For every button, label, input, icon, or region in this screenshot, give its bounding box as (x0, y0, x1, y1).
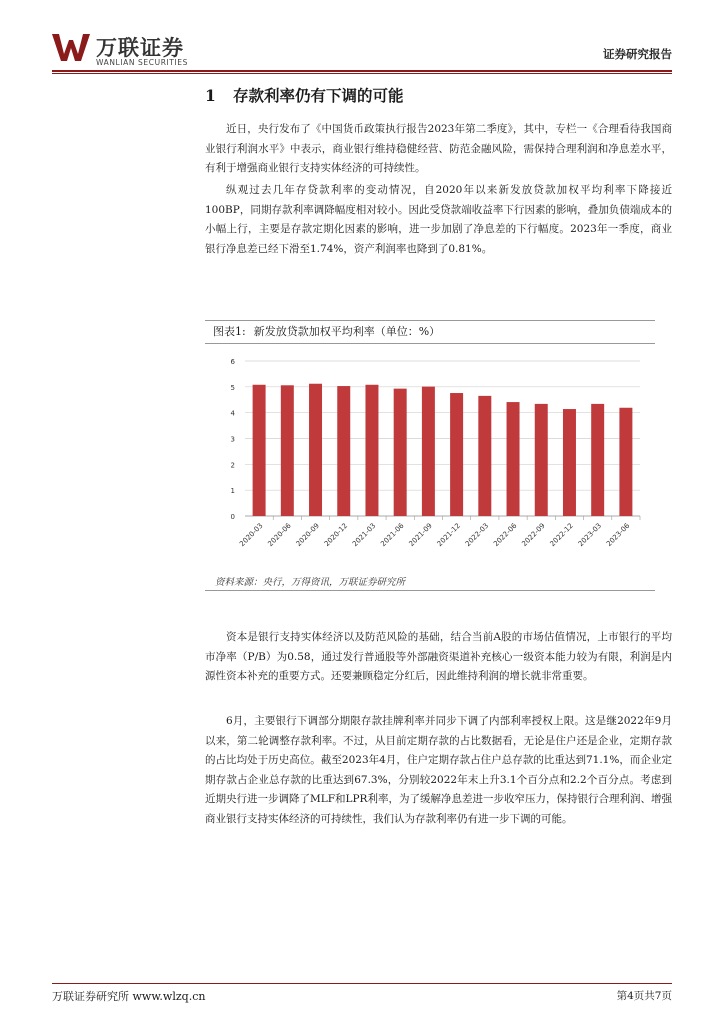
bar-2023-06 (619, 408, 632, 516)
y-tick-label: 2 (230, 461, 235, 470)
y-tick-label: 3 (230, 435, 235, 444)
logo-text-en: WANLIAN SECURITIES (96, 58, 189, 67)
footer-page-number: 第4页共7页 (616, 990, 672, 1002)
bar-2021-09 (422, 387, 435, 516)
bar-2021-12 (450, 393, 463, 516)
x-tick-label: 2020-03 (238, 521, 265, 549)
report-type-label: 证券研究报告 (603, 47, 672, 61)
bar-2022-03 (478, 396, 491, 516)
bar-2023-03 (591, 404, 604, 516)
x-tick-label: 2021-09 (407, 521, 434, 549)
figure-label: 图表1: (213, 325, 246, 338)
x-tick-label: 2021-06 (379, 521, 406, 549)
bar-2020-12 (337, 386, 350, 516)
section-title: 存款利率仍有下调的可能 (233, 86, 404, 105)
x-tick-label: 2023-06 (604, 521, 632, 549)
y-tick-label: 1 (230, 487, 235, 496)
x-tick-label: 2020-06 (266, 521, 293, 549)
bar-2022-12 (563, 409, 576, 516)
logo-text-cn: 万联证券 (96, 36, 184, 60)
page-header (52, 28, 672, 70)
x-tick-label: 2021-03 (351, 521, 378, 549)
y-tick-label: 5 (230, 383, 235, 392)
figure-source: 资料来源：央行，万得资讯，万联证券研究所 (215, 577, 406, 588)
footer-divider (52, 983, 672, 984)
figure-title: 新发放贷款加权平均利率（单位：%） (253, 325, 441, 338)
x-tick-label: 2022-12 (548, 521, 575, 549)
x-tick-label: 2023-03 (576, 521, 604, 549)
x-tick-label: 2022-09 (520, 521, 547, 549)
paragraph-3: 资本是银行支持实体经济以及防范风险的基础，结合当前A股的市场估值情况，上市银行的平均市净率（P/B）为0.58，通过发行普通股等外部融资渠道补充核心一级资本能力较为有限，利润是内源性资本补充的重要方式。还要兼顾稳定分红后，因此维持利润的增长就非常重要。 (205, 631, 672, 682)
x-tick-label: 2022-06 (492, 521, 519, 549)
section-number: 1 (205, 86, 216, 105)
bar-2022-06 (507, 402, 520, 516)
section-heading (205, 84, 404, 106)
header-divider-thin (52, 73, 672, 74)
x-tick-label: 2020-12 (322, 521, 350, 549)
bar-2020-09 (309, 384, 322, 516)
y-tick-label: 4 (230, 409, 235, 418)
paragraph-2: 纵观过去几年存贷款利率的变动情况，自2020年以来新发放贷款加权平均利率下降接近100BP，同期存款利率调降幅度相对较小。因此受贷款端收益率下行因素的影响，叠加负债端成本的小幅上行，主要是存款定期化因素的影响，进一步加剧了净息差的下行幅度。2023年一季度，商业银行净息差已经下滑至1.74%，资产利润率也降到了0.81%。 (205, 184, 672, 255)
bar-2022-09 (535, 404, 548, 516)
paragraph-4: 6月，主要银行下调部分期限存款挂牌利率并同步下调了内部利率授权上限。这是继2022年9月以来，第二轮调整存款利率。不过，从目前定期存款的占比数据看，无论是住户还是企业，定期存款的占比均处于历史高位。截至2023年4月，住户定期存款占住户总存款的比重达到71.1%，而企业定期存款占企业总存款的比重达到67.3%，分别较2022年末上升3.1个百分点和2.2个百分点。考虑到近期央行进一步调降了MLF和LPR利率，为了缓解净息差进一步收窄压力，保持银行合理利润、增强商业银行支持实体经济的可持续性，我们认为存款利率仍有进一步下调的可能。 (205, 715, 672, 825)
x-tick-label: 2021-12 (435, 521, 463, 549)
figure-bottom-rule (205, 590, 655, 591)
wanlian-logo-icon (52, 32, 90, 62)
y-tick-label: 0 (230, 513, 235, 521)
bar-2020-06 (281, 385, 294, 516)
footer-org: 万联证券研究所 www.wlzq.cn (52, 990, 206, 1003)
x-tick-label: 2022-03 (463, 521, 491, 549)
bar-2021-06 (394, 389, 407, 516)
figure-caption (205, 320, 655, 344)
y-tick-label: 6 (230, 358, 235, 366)
loan-rate-bar-chart (205, 346, 655, 570)
bar-2020-03 (253, 385, 266, 516)
bar-2021-03 (365, 385, 378, 516)
header-divider (52, 70, 672, 72)
x-tick-label: 2020-09 (294, 521, 321, 549)
paragraph-1: 近日，央行发布了《中国货币政策执行报告2023年第二季度》，其中，专栏一《合理看待我国商业银行利润水平》中表示，商业银行维持稳健经营、防范金融风险，需保持合理利润和净息差水平，有利于增强商业银行支持实体经济的可持续性。 (205, 123, 672, 174)
